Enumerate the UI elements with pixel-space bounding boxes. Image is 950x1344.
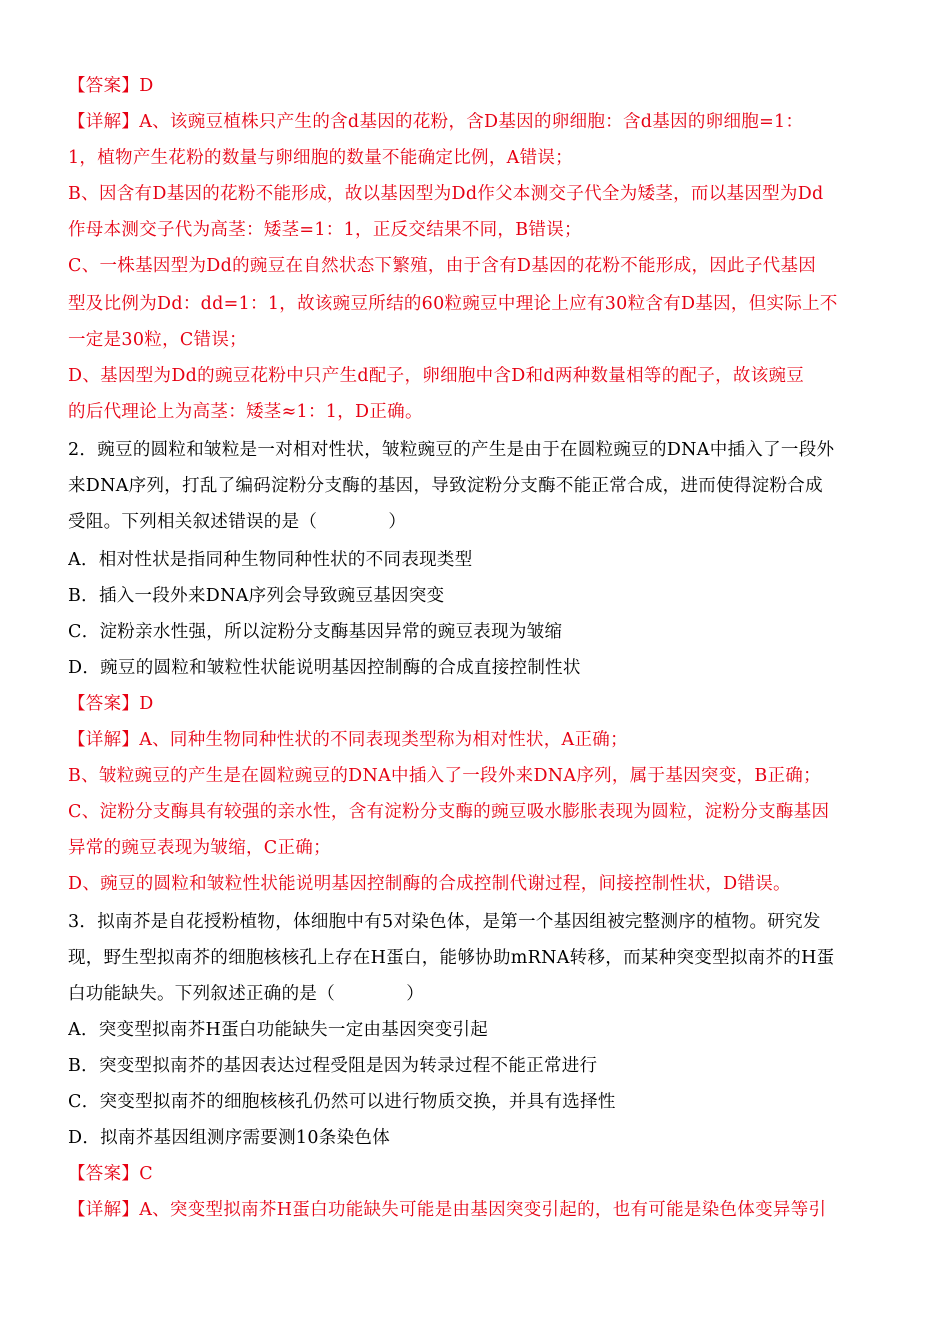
question-3-stem: 3．拟南芥是自花授粉植物，体细胞中有5对染色体，是第一个基因组被完整测序的植物。研究发 xyxy=(68,912,821,932)
explanation-line: B、因含有D基因的花粉不能形成，故以基因型为Dd作父本测交子代全为矮茎，而以基因型为Dd xyxy=(68,184,824,204)
explanation-line: C、一株基因型为Dd的豌豆在自然状态下繁殖，由于含有D基因的花粉不能形成，因此子代基因 xyxy=(68,256,817,276)
question-2-stem: 受阻。下列相关叙述错误的是（ ） xyxy=(68,512,407,532)
question-3-option-d: D．拟南芥基因组测序需要测10条染色体 xyxy=(68,1128,390,1148)
question-3-option-b: B．突变型拟南芥的基因表达过程受阻是因为转录过程不能正常进行 xyxy=(68,1056,598,1076)
answer-label-3: 【答案】C xyxy=(68,1164,153,1184)
explanation-line: B、皱粒豌豆的产生是在圆粒豌豆的DNA中插入了一段外来DNA序列，属于基因突变，B正确； xyxy=(68,766,821,786)
explanation-line: 【详解】A、突变型拟南芥H蛋白功能缺失可能是由基因突变引起的，也有可能是染色体变异等引 xyxy=(68,1200,827,1220)
question-2-option-d: D．豌豆的圆粒和皱粒性状能说明基因控制酶的合成直接控制性状 xyxy=(68,658,581,678)
question-3-option-a: A．突变型拟南芥H蛋白功能缺失一定由基因突变引起 xyxy=(68,1020,489,1040)
explanation-line: 【详解】A、该豌豆植株只产生的含d基因的花粉，含D基因的卵细胞：含d基因的卵细胞=1： xyxy=(68,112,804,132)
explanation-line: 作母本测交子代为高茎：矮茎=1：1，正反交结果不同，B错误； xyxy=(68,220,582,240)
answer-label-1: 【答案】D xyxy=(68,76,154,96)
explanation-line: D、基因型为Dd的豌豆花粉中只产生d配子，卵细胞中含D和d两种数量相等的配子，故该豌豆 xyxy=(68,366,805,386)
explanation-line: 【详解】A、同种生物同种性状的不同表现类型称为相对性状，A正确； xyxy=(68,730,628,750)
question-2-option-b: B．插入一段外来DNA序列会导致豌豆基因突变 xyxy=(68,586,445,606)
question-2-stem: 2．豌豆的圆粒和皱粒是一对相对性状，皱粒豌豆的产生是由于在圆粒豌豆的DNA中插入了一段外 xyxy=(68,440,835,460)
question-3-stem: 白功能缺失。下列叙述正确的是（ ） xyxy=(68,984,424,1004)
explanation-line: D、豌豆的圆粒和皱粒性状能说明基因控制酶的合成控制代谢过程，间接控制性状，D错误。 xyxy=(68,874,791,894)
explanation-line: 的后代理论上为高茎：矮茎≈1：1，D正确。 xyxy=(68,402,423,422)
question-3-stem: 现，野生型拟南芥的细胞核核孔上存在H蛋白，能够协助mRNA转移，而某种突变型拟南芥的H蛋 xyxy=(68,948,835,968)
explanation-line: 异常的豌豆表现为皱缩，C正确； xyxy=(68,838,331,858)
question-2-stem: 来DNA序列，打乱了编码淀粉分支酶的基因，导致淀粉分支酶不能正常合成，进而使得淀粉合成 xyxy=(68,476,823,496)
explanation-line: C、淀粉分支酶具有较强的亲水性，含有淀粉分支酶的豌豆吸水膨胀表现为圆粒，淀粉分支酶基因 xyxy=(68,802,830,822)
question-2-option-c: C．淀粉亲水性强，所以淀粉分支酶基因异常的豌豆表现为皱缩 xyxy=(68,622,563,642)
question-2-option-a: A．相对性状是指同种生物同种性状的不同表现类型 xyxy=(68,550,473,570)
explanation-line: 型及比例为Dd：dd=1：1，故该豌豆所结的60粒豌豆中理论上应有30粒含有D基因，但实际上不 xyxy=(68,294,838,314)
explanation-line: 一定是30粒，C错误； xyxy=(68,330,247,350)
question-3-option-c: C．突变型拟南芥的细胞核核孔仍然可以进行物质交换，并具有选择性 xyxy=(68,1092,616,1112)
explanation-line: 1，植物产生花粉的数量与卵细胞的数量不能确定比例，A错误； xyxy=(68,148,573,168)
answer-label-2: 【答案】D xyxy=(68,694,154,714)
